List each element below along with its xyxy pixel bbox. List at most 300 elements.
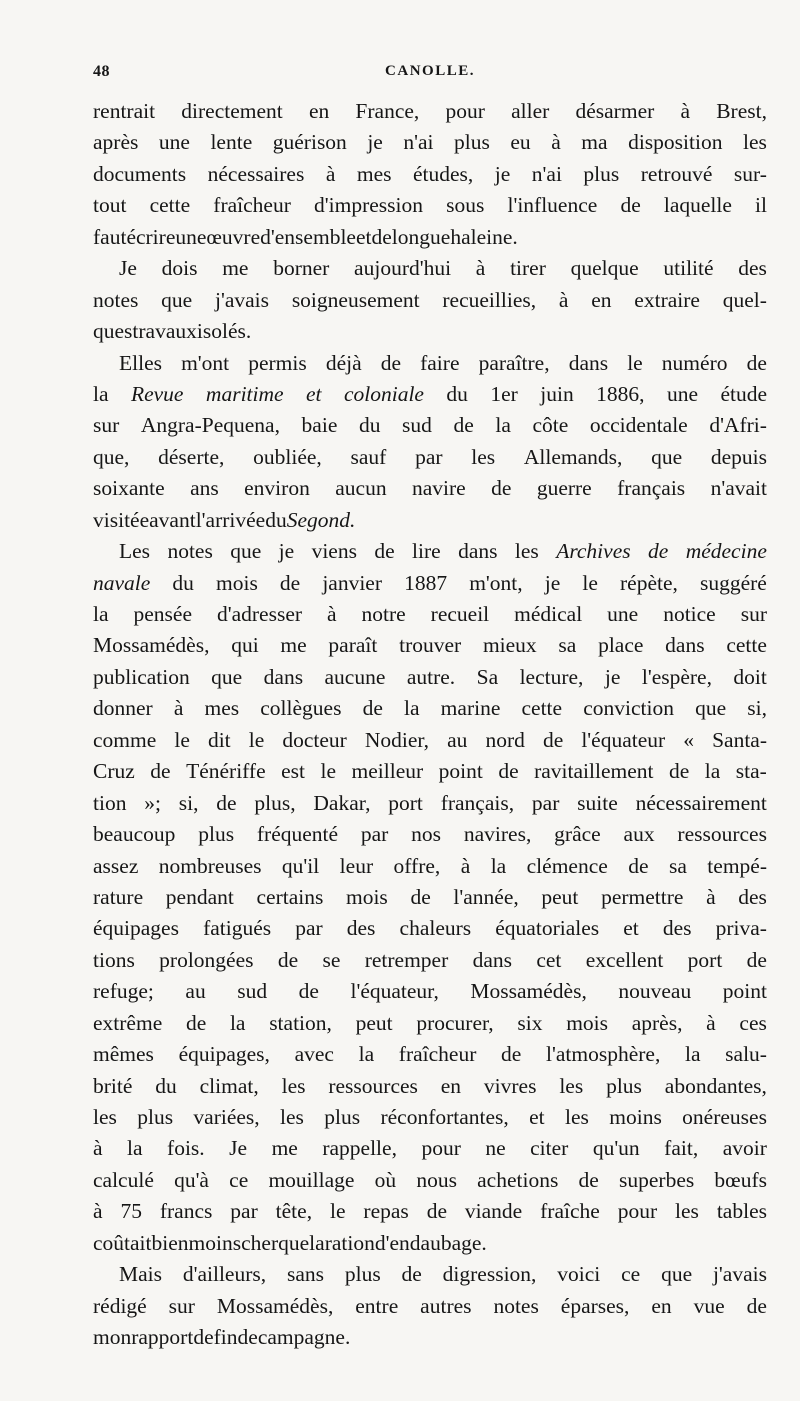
word: francs <box>159 1199 213 1224</box>
text-line <box>93 725 767 756</box>
word: de <box>746 1293 767 1318</box>
word: prolongées <box>159 947 254 972</box>
word: Dakar, <box>313 790 371 815</box>
word: l'espère, <box>641 664 712 689</box>
word: notes <box>167 539 213 564</box>
word: de <box>578 1167 599 1192</box>
word: notre <box>361 602 406 626</box>
word: mois <box>345 884 388 909</box>
word: doit <box>733 664 767 689</box>
word: extrême <box>93 1010 163 1035</box>
word: Je <box>229 1136 248 1161</box>
word: grâce <box>554 822 601 847</box>
word: maritime <box>205 381 284 406</box>
word: suggéré <box>699 570 767 595</box>
word: au <box>185 979 206 1004</box>
word: les <box>559 1073 584 1098</box>
word: en <box>440 1073 462 1098</box>
word: 1er <box>490 381 518 406</box>
word: cher <box>241 1230 279 1255</box>
word: retremper <box>364 947 449 972</box>
word: et <box>355 224 372 249</box>
word: donner <box>93 696 153 721</box>
word: les <box>742 130 767 155</box>
word: six <box>517 1010 543 1035</box>
word: permis <box>248 350 307 375</box>
word: climat, <box>199 1073 259 1098</box>
word: le <box>320 759 337 784</box>
word: mes <box>204 696 240 721</box>
word: j'avais <box>712 1262 767 1287</box>
word: Santa- <box>712 727 767 752</box>
word: en <box>308 99 330 123</box>
word: oubliée, <box>253 444 322 469</box>
word: du <box>358 413 381 438</box>
word: docteur <box>282 727 347 752</box>
word: je <box>367 130 383 155</box>
text-line <box>93 630 767 661</box>
word: 1886, <box>596 381 645 406</box>
word: mêmes <box>93 1042 154 1067</box>
text-line <box>93 1071 767 1102</box>
word: qui <box>231 633 259 658</box>
word: m'ont, <box>469 570 523 595</box>
word: cette <box>726 633 767 658</box>
word: de <box>237 1325 258 1350</box>
word: paraître, <box>478 350 550 375</box>
word: l'atmosphère, <box>546 1042 661 1067</box>
word: la <box>127 1136 143 1161</box>
word: sa <box>668 853 687 878</box>
word: de <box>491 476 512 501</box>
word: isolés. <box>196 319 252 344</box>
word: Angra-Pequena, <box>140 413 280 438</box>
word: navires, <box>463 822 532 847</box>
word: navire <box>411 476 466 501</box>
text-line <box>93 599 767 630</box>
word: port <box>388 790 423 815</box>
word: par <box>415 444 443 469</box>
text-line <box>93 851 767 882</box>
word: ressources <box>328 1073 418 1098</box>
word: je <box>544 570 561 595</box>
word: mon <box>93 1325 132 1350</box>
word: répète, <box>620 570 678 595</box>
word: de <box>410 884 431 909</box>
word: tout <box>93 193 127 218</box>
word: fraîcheur <box>398 1042 477 1067</box>
word: clémence <box>526 853 608 878</box>
word: variées, <box>193 1105 260 1129</box>
word: superbes <box>619 1167 695 1192</box>
word: du <box>446 381 468 406</box>
word: ne <box>485 1136 506 1161</box>
word: qu'à <box>174 1167 209 1192</box>
word: rappelle, <box>322 1136 397 1161</box>
word: utilité <box>663 256 714 281</box>
word: français <box>617 476 686 501</box>
text-line <box>93 379 767 410</box>
word: faire <box>420 350 460 375</box>
word: après, <box>631 1010 683 1035</box>
word: les <box>471 444 496 469</box>
word: chaleurs <box>399 916 472 941</box>
word: extraire <box>634 287 700 312</box>
word: plus <box>583 161 620 186</box>
word: l'année, <box>453 884 519 909</box>
word: me <box>271 1136 298 1161</box>
word: que <box>211 664 243 689</box>
text-line <box>93 913 767 944</box>
word: je <box>278 539 295 564</box>
text-line <box>93 1008 767 1039</box>
word: le <box>627 350 643 375</box>
word: la <box>309 1230 325 1255</box>
word: la <box>704 759 721 784</box>
word: dans <box>263 664 304 689</box>
word: ration <box>324 1230 375 1255</box>
text-line <box>93 253 767 284</box>
word: Mossamédès, <box>93 633 210 658</box>
word: paraît <box>328 633 378 658</box>
word: que <box>695 696 727 721</box>
word: dans <box>665 633 705 658</box>
word: entre <box>355 1293 399 1318</box>
word: citer <box>530 1136 569 1161</box>
word: mouillage <box>268 1167 355 1192</box>
word: aux <box>623 822 655 847</box>
text-line <box>93 348 767 379</box>
word: aller <box>511 99 550 123</box>
word: tempé- <box>707 853 767 878</box>
text-line <box>93 1322 767 1353</box>
text-line <box>93 693 767 724</box>
word: conviction <box>583 696 674 721</box>
word: les <box>93 1105 117 1129</box>
word: plus <box>344 1262 381 1287</box>
word: avant <box>149 507 196 532</box>
word: les <box>675 1199 699 1224</box>
word: d'ailleurs, <box>182 1262 267 1287</box>
word: œuvre <box>206 224 261 249</box>
word: à <box>706 884 716 909</box>
word: peut <box>355 1010 393 1035</box>
word: d'adresser <box>216 602 303 626</box>
word: la <box>93 602 109 626</box>
word: tirer <box>510 256 546 281</box>
word: bien <box>151 1230 189 1255</box>
word: beaucoup <box>93 822 176 847</box>
word: recueillies, <box>442 287 537 312</box>
word: point <box>722 979 767 1004</box>
word: recueil <box>430 602 490 626</box>
word: à <box>706 1010 716 1035</box>
page-number: 48 <box>93 63 110 80</box>
word: la <box>404 696 420 721</box>
word: des <box>738 884 767 909</box>
word: moins <box>609 1105 662 1129</box>
word: sous <box>446 193 485 218</box>
word: de <box>380 350 402 375</box>
text-line <box>93 127 767 158</box>
word: cet <box>536 947 562 972</box>
word: à <box>93 1199 103 1224</box>
word: de <box>669 759 690 784</box>
word: nouveau <box>618 979 692 1004</box>
word: si, <box>178 790 199 815</box>
word: navale <box>93 570 151 595</box>
word: l'équateur, <box>350 979 439 1004</box>
text-line <box>93 316 767 347</box>
word: baie <box>301 413 338 438</box>
word: que <box>161 287 193 312</box>
word: à <box>475 256 486 281</box>
word: Brest, <box>716 99 767 123</box>
word: aucune <box>324 664 386 689</box>
word: repas <box>363 1199 409 1224</box>
word: si, <box>747 696 767 721</box>
word: comme <box>93 727 157 752</box>
word: environ <box>244 476 310 501</box>
word: de <box>426 1199 447 1224</box>
word: Revue <box>130 381 184 406</box>
text-line <box>93 1291 767 1322</box>
word: côte <box>532 413 569 438</box>
word: mois <box>566 1010 609 1035</box>
word: sa <box>558 633 577 658</box>
word: priva- <box>715 916 767 941</box>
word: de <box>150 759 171 784</box>
word: de <box>620 193 641 218</box>
word: ques <box>93 319 133 344</box>
word: qu'un <box>592 1136 640 1161</box>
word: sur <box>93 413 120 438</box>
word: d'Afri- <box>709 413 767 438</box>
word: tions <box>93 947 135 972</box>
word: fraîcheur <box>213 193 291 218</box>
word: travaux <box>132 319 197 344</box>
word: plus <box>324 1105 361 1129</box>
word: visitée <box>93 507 150 532</box>
word: moins <box>188 1230 242 1255</box>
word: par <box>295 916 323 941</box>
word: pour <box>617 1199 658 1224</box>
word: l'influence <box>507 193 598 218</box>
word: Allemands, <box>523 444 623 469</box>
text-line <box>93 410 767 441</box>
word: la <box>490 853 507 878</box>
word: sud <box>402 413 432 438</box>
word: dit <box>207 727 231 752</box>
word: les <box>514 539 539 564</box>
word: du <box>155 1073 177 1098</box>
word: est <box>281 759 306 784</box>
word: nécessairement <box>635 790 767 815</box>
word: rentrait <box>93 99 156 123</box>
word: 75 <box>120 1199 142 1224</box>
word: nous <box>416 1167 457 1192</box>
word: Ténériffe <box>186 759 266 784</box>
word: meilleur <box>351 759 424 784</box>
word: fraîche <box>540 1199 600 1224</box>
word: après <box>93 130 139 155</box>
word: sans <box>286 1262 324 1287</box>
word: nord <box>485 727 525 752</box>
word: place <box>598 633 644 658</box>
text-line <box>93 662 767 693</box>
word: ravitaillement <box>534 759 654 784</box>
word: excellent <box>585 947 664 972</box>
word: par <box>531 790 560 815</box>
word: à <box>327 602 337 626</box>
word: de <box>185 1010 207 1035</box>
word: désarmer <box>575 99 655 123</box>
word: avec <box>294 1042 334 1067</box>
text-line <box>93 1039 767 1070</box>
word: que, <box>93 444 130 469</box>
word: des <box>662 916 692 941</box>
word: lente <box>210 130 253 155</box>
text-line <box>93 568 767 599</box>
word: où <box>374 1167 397 1192</box>
word: aucun <box>335 476 387 501</box>
word: rédigé <box>93 1293 147 1318</box>
word: plus, <box>254 790 296 815</box>
word: je <box>494 161 511 186</box>
word: à <box>93 1136 103 1161</box>
word: d'endaubage. <box>374 1230 487 1255</box>
word: à <box>680 99 691 123</box>
word: de <box>298 979 319 1004</box>
word: tion <box>93 790 127 815</box>
word: de <box>746 947 767 972</box>
word: lire <box>412 539 441 564</box>
word: laquelle <box>663 193 732 218</box>
word: me <box>222 256 249 281</box>
word: vue <box>693 1293 725 1318</box>
word: Les <box>119 539 151 564</box>
text-line <box>93 1196 767 1227</box>
word: du <box>172 570 194 595</box>
word: notes <box>493 1293 539 1318</box>
word: à <box>325 161 336 186</box>
word: une <box>175 224 207 249</box>
word: Cruz <box>93 759 135 784</box>
word: France, <box>355 99 420 123</box>
word: coloniale <box>343 381 424 406</box>
word: déserte, <box>158 444 225 469</box>
word: sur- <box>733 161 767 186</box>
word: sur <box>168 1293 195 1318</box>
word: longue <box>391 224 451 249</box>
word: cette <box>149 193 191 218</box>
word: l'arrivée <box>195 507 266 532</box>
text-line <box>93 190 767 221</box>
word: port <box>687 947 723 972</box>
word: que <box>661 1262 693 1287</box>
word: dans <box>472 947 513 972</box>
word: fréquenté <box>256 822 339 847</box>
word: depuis <box>710 444 767 469</box>
word: et <box>306 381 322 406</box>
text-line <box>93 1259 767 1290</box>
word: sta- <box>735 759 767 784</box>
word: station, <box>269 1010 332 1035</box>
word: au <box>447 727 468 752</box>
word: Archives <box>556 539 631 564</box>
word: cette <box>521 696 563 721</box>
word: voici <box>557 1262 601 1287</box>
text-line <box>93 819 767 850</box>
word: certains <box>256 884 324 909</box>
word: numéro <box>661 350 728 375</box>
word: de <box>216 790 237 815</box>
word: il <box>755 193 767 218</box>
text-line <box>93 285 767 316</box>
word: quelque <box>570 256 639 281</box>
word: disposition <box>628 130 723 155</box>
word: le <box>329 1199 346 1224</box>
word: mois <box>216 570 258 595</box>
text-line <box>93 222 767 253</box>
word: achetions <box>477 1167 559 1192</box>
word: les <box>280 1105 304 1129</box>
word: fois. <box>167 1136 205 1161</box>
word: Segond. <box>286 507 356 532</box>
word: plus <box>198 822 235 847</box>
word: »; <box>144 790 161 815</box>
word: que <box>230 539 262 564</box>
word: d'impression <box>314 193 423 218</box>
text-line <box>93 536 767 567</box>
word: déjà <box>325 350 362 375</box>
word: lecture, <box>519 664 584 689</box>
word: écrire <box>126 224 176 249</box>
word: janvier <box>322 570 383 595</box>
word: Mossamédès, <box>470 979 587 1004</box>
word: de <box>501 1042 522 1067</box>
running-head: CANOLLE. <box>385 63 475 79</box>
word: pour <box>421 1136 461 1161</box>
word: de <box>193 1325 214 1350</box>
word: assez <box>93 853 139 878</box>
word: notice <box>663 602 716 626</box>
word: mes <box>356 161 392 186</box>
word: m'ont <box>181 350 230 375</box>
word: ma <box>581 130 608 155</box>
word: abondantes, <box>664 1073 767 1098</box>
text-line <box>93 96 767 127</box>
word: Mais <box>119 1262 162 1287</box>
word: le <box>582 570 598 595</box>
text-line <box>93 473 767 504</box>
word: médical <box>514 602 583 626</box>
word: des <box>738 256 767 281</box>
word: documents <box>93 161 187 186</box>
word: vivres <box>483 1073 537 1098</box>
word: autre. <box>406 664 456 689</box>
word: de <box>542 727 564 752</box>
word: tables <box>716 1199 767 1224</box>
word: campagne. <box>257 1325 351 1350</box>
word: la <box>358 1042 375 1067</box>
word: eu <box>510 130 531 155</box>
word: du <box>265 507 287 532</box>
page-header <box>93 63 767 85</box>
word: à <box>551 130 561 155</box>
word: fin <box>213 1325 238 1350</box>
word: guerre <box>536 476 592 501</box>
